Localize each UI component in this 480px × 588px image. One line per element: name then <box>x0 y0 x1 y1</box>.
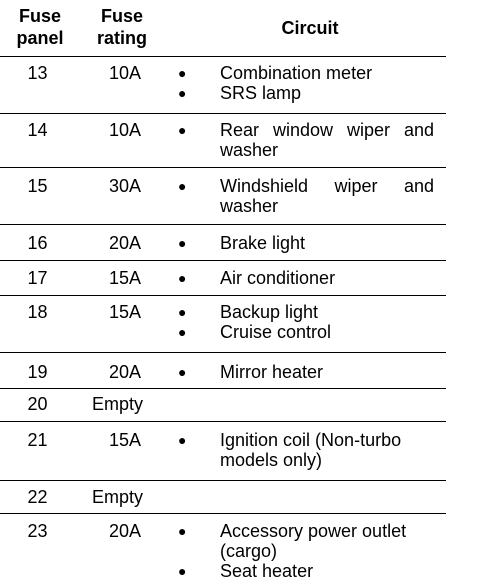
fuse-rating-header-line2: rating <box>96 28 147 48</box>
fuse-panel-header-line2: panel <box>16 28 64 48</box>
fuse-panel-number: 16 <box>27 233 48 253</box>
circuit-list <box>172 63 434 103</box>
fuse-rating-header-line1: Fuse <box>100 6 143 26</box>
fuse-rating: 20A <box>108 362 142 382</box>
fuse-panel-number: 13 <box>27 63 48 83</box>
fuse-rating: Empty <box>92 487 144 507</box>
circuit-list <box>172 176 434 216</box>
fuse-panel-number: 20 <box>27 394 48 414</box>
row-divider <box>0 224 446 225</box>
circuit-label: Brake light <box>220 233 306 253</box>
table-header <box>0 0 480 58</box>
fuse-panel-header-line1: Fuse <box>18 6 61 26</box>
circuit-label: Air conditioner <box>220 268 336 288</box>
fuse-panel-number: 23 <box>27 521 48 541</box>
fuse-rating: 20A <box>108 233 142 253</box>
circuit-label: Mirror heater <box>220 362 324 382</box>
fuse-rating: 15A <box>108 302 142 322</box>
fuse-panel-number: 18 <box>27 302 48 322</box>
circuit-label: Cruise control <box>220 322 332 342</box>
circuit-label: SRS lamp <box>220 83 302 103</box>
fuse-rating: 30A <box>108 176 142 196</box>
circuit-list <box>172 362 434 382</box>
circuit-label: Accessory power outlet (cargo) <box>220 521 407 561</box>
row-divider <box>0 167 446 168</box>
circuit-item <box>172 83 434 103</box>
circuit-list <box>172 233 434 253</box>
circuit-item <box>172 268 434 288</box>
fuse-panel-header <box>0 5 80 49</box>
header-divider <box>0 56 446 57</box>
circuit-item <box>172 362 434 382</box>
circuit-item <box>172 233 434 253</box>
bullet-icon: ● <box>178 432 187 448</box>
fuse-rating: 20A <box>108 521 142 541</box>
circuit-item <box>172 521 434 561</box>
circuit-header: Circuit <box>281 18 339 38</box>
circuit-label: Rear window wiper and washer <box>220 120 434 160</box>
circuit-list <box>172 430 434 470</box>
row-divider <box>0 388 446 389</box>
fuse-panel-number: 15 <box>27 176 48 196</box>
row-divider <box>0 352 446 353</box>
fuse-rating-header <box>82 5 162 49</box>
fuse-panel-number: 17 <box>27 268 48 288</box>
bullet-icon: ● <box>178 324 187 340</box>
bullet-icon: ● <box>178 304 187 320</box>
fuse-rating: 10A <box>108 120 142 140</box>
circuit-item <box>172 561 434 581</box>
fuse-rating: Empty <box>92 394 144 414</box>
bullet-icon: ● <box>178 178 187 194</box>
row-divider <box>0 113 446 114</box>
row-divider <box>0 480 446 481</box>
fuse-panel-number: 19 <box>27 362 48 382</box>
fuse-panel-number: 14 <box>27 120 48 140</box>
circuit-label: Backup light <box>220 302 319 322</box>
circuit-label: Ignition coil (Non-turbo models only) <box>220 430 402 470</box>
circuit-list <box>172 120 434 160</box>
bullet-icon: ● <box>178 65 187 81</box>
row-divider <box>0 421 446 422</box>
circuit-item <box>172 63 434 83</box>
circuit-list <box>172 268 434 288</box>
circuit-item <box>172 322 434 342</box>
row-divider <box>0 295 446 296</box>
circuit-item <box>172 302 434 322</box>
row-divider <box>0 513 446 514</box>
bullet-icon: ● <box>178 122 187 138</box>
circuit-list <box>172 302 434 342</box>
circuit-item <box>172 176 434 216</box>
bullet-icon: ● <box>178 270 187 286</box>
row-divider <box>0 260 446 261</box>
fuse-panel-number: 22 <box>27 487 48 507</box>
circuit-item <box>172 430 434 470</box>
fuse-rating: 15A <box>108 268 142 288</box>
fuse-rating: 15A <box>108 430 142 450</box>
circuit-item <box>172 120 434 160</box>
circuit-label: Windshield wiper and washer <box>220 176 434 216</box>
bullet-icon: ● <box>178 235 187 251</box>
bullet-icon: ● <box>178 85 187 101</box>
circuit-label: Combination meter <box>220 63 373 83</box>
fuse-rating: 10A <box>108 63 142 83</box>
bullet-icon: ● <box>178 364 187 380</box>
bullet-icon: ● <box>178 563 187 579</box>
circuit-label: Seat heater <box>220 561 314 581</box>
fuse-panel-number: 21 <box>27 430 48 450</box>
bullet-icon: ● <box>178 523 187 539</box>
circuit-list <box>172 521 434 581</box>
